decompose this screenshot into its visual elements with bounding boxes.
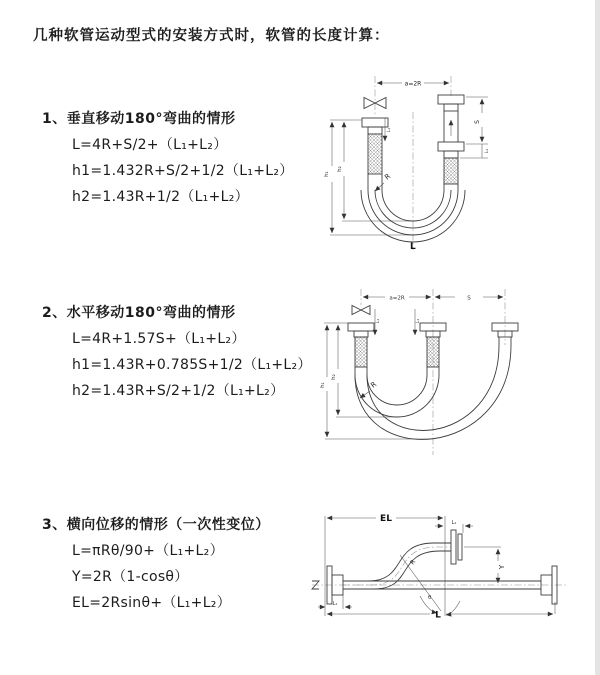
braided-hose-section	[444, 158, 458, 184]
dim-label-el: EL	[380, 514, 392, 524]
section-1-formulas	[72, 132, 294, 210]
section-lateral-displacement	[42, 512, 270, 616]
dim-label-l1: L₁	[485, 148, 490, 154]
radius-label: R	[383, 172, 393, 182]
dim-label-l1: L₁	[387, 127, 392, 133]
braided-hose-section	[355, 337, 367, 367]
dim-label-h1: h₁	[320, 382, 326, 388]
diagram-lateral-displacement	[308, 503, 600, 657]
braided-hose-section	[427, 337, 439, 367]
dim-label-l1: L₁	[451, 520, 457, 526]
formula-line: L=πRθ/90+（L₁+L₂）	[72, 543, 224, 559]
formula-line: L=4R+S/2+（L₁+L₂）	[72, 137, 228, 153]
diagram-horizontal-180-bend	[315, 285, 587, 469]
centerlines	[312, 547, 566, 585]
angle-label: θ	[428, 595, 432, 601]
formula-line: h2=1.43R+S/2+1/2（L₁+L₂）	[72, 383, 285, 399]
dim-label-y: Y	[498, 564, 506, 570]
dim-label-h1: h₁	[324, 171, 330, 177]
dim-label-a2r: a=2R	[389, 295, 405, 302]
dim-label-a2r: a=2R	[404, 80, 422, 88]
section-3-formulas	[72, 538, 270, 616]
section-2-formulas	[72, 326, 312, 404]
length-label: L	[435, 610, 441, 621]
formula-line: L=4R+1.57S+（L₁+L₂）	[72, 331, 246, 347]
dim-label-l1: L₁	[332, 601, 338, 607]
dim-label-s: S	[467, 295, 471, 302]
dim-label-h2: h₂	[337, 166, 343, 172]
section-horizontal-180-bend	[42, 300, 312, 404]
length-label: L	[410, 242, 416, 252]
section-2-heading: 2、水平移动180°弯曲的情形	[42, 305, 236, 321]
diagram-vertical-180-bend	[318, 70, 548, 261]
radius-label: R	[409, 558, 418, 567]
diagram-labels	[333, 514, 506, 621]
section-1-heading: 1、垂直移动180°弯曲的情形	[42, 111, 236, 127]
dimension-lines	[318, 516, 555, 616]
diagram-labels	[324, 81, 490, 253]
dim-label-s: S	[474, 120, 481, 124]
formula-line: EL=2Rsinθ+（L₁+L₂）	[72, 595, 232, 611]
section-3-heading: 3、横向位移的情形（一次性变位）	[42, 517, 270, 533]
section-vertical-180-bend	[42, 106, 294, 210]
diagram-labels	[320, 296, 471, 390]
page-title: 几种软管运动型式的安装方式时，软管的长度计算：	[33, 28, 390, 44]
dimension-lines	[324, 297, 503, 439]
dim-label-l1: L₁	[376, 318, 381, 324]
formula-line: Y=2R（1-cosθ）	[72, 569, 189, 585]
formula-line: h1=1.43R+0.785S+1/2（L₁+L₂）	[72, 357, 312, 373]
hose-and-fittings	[312, 530, 557, 604]
formula-line: h2=1.43R+1/2（L₁+L₂）	[72, 189, 249, 205]
dim-label-l1: L₁	[416, 318, 421, 324]
dim-label-h2: h₂	[331, 374, 337, 380]
scan-edge-shadow	[595, 0, 600, 675]
braided-hose-section	[368, 134, 382, 174]
radius-label: R	[369, 380, 379, 390]
formula-line: h1=1.432R+S/2+1/2（L₁+L₂）	[72, 163, 294, 179]
valve-icon	[352, 306, 370, 315]
dimension-lines	[330, 80, 488, 235]
